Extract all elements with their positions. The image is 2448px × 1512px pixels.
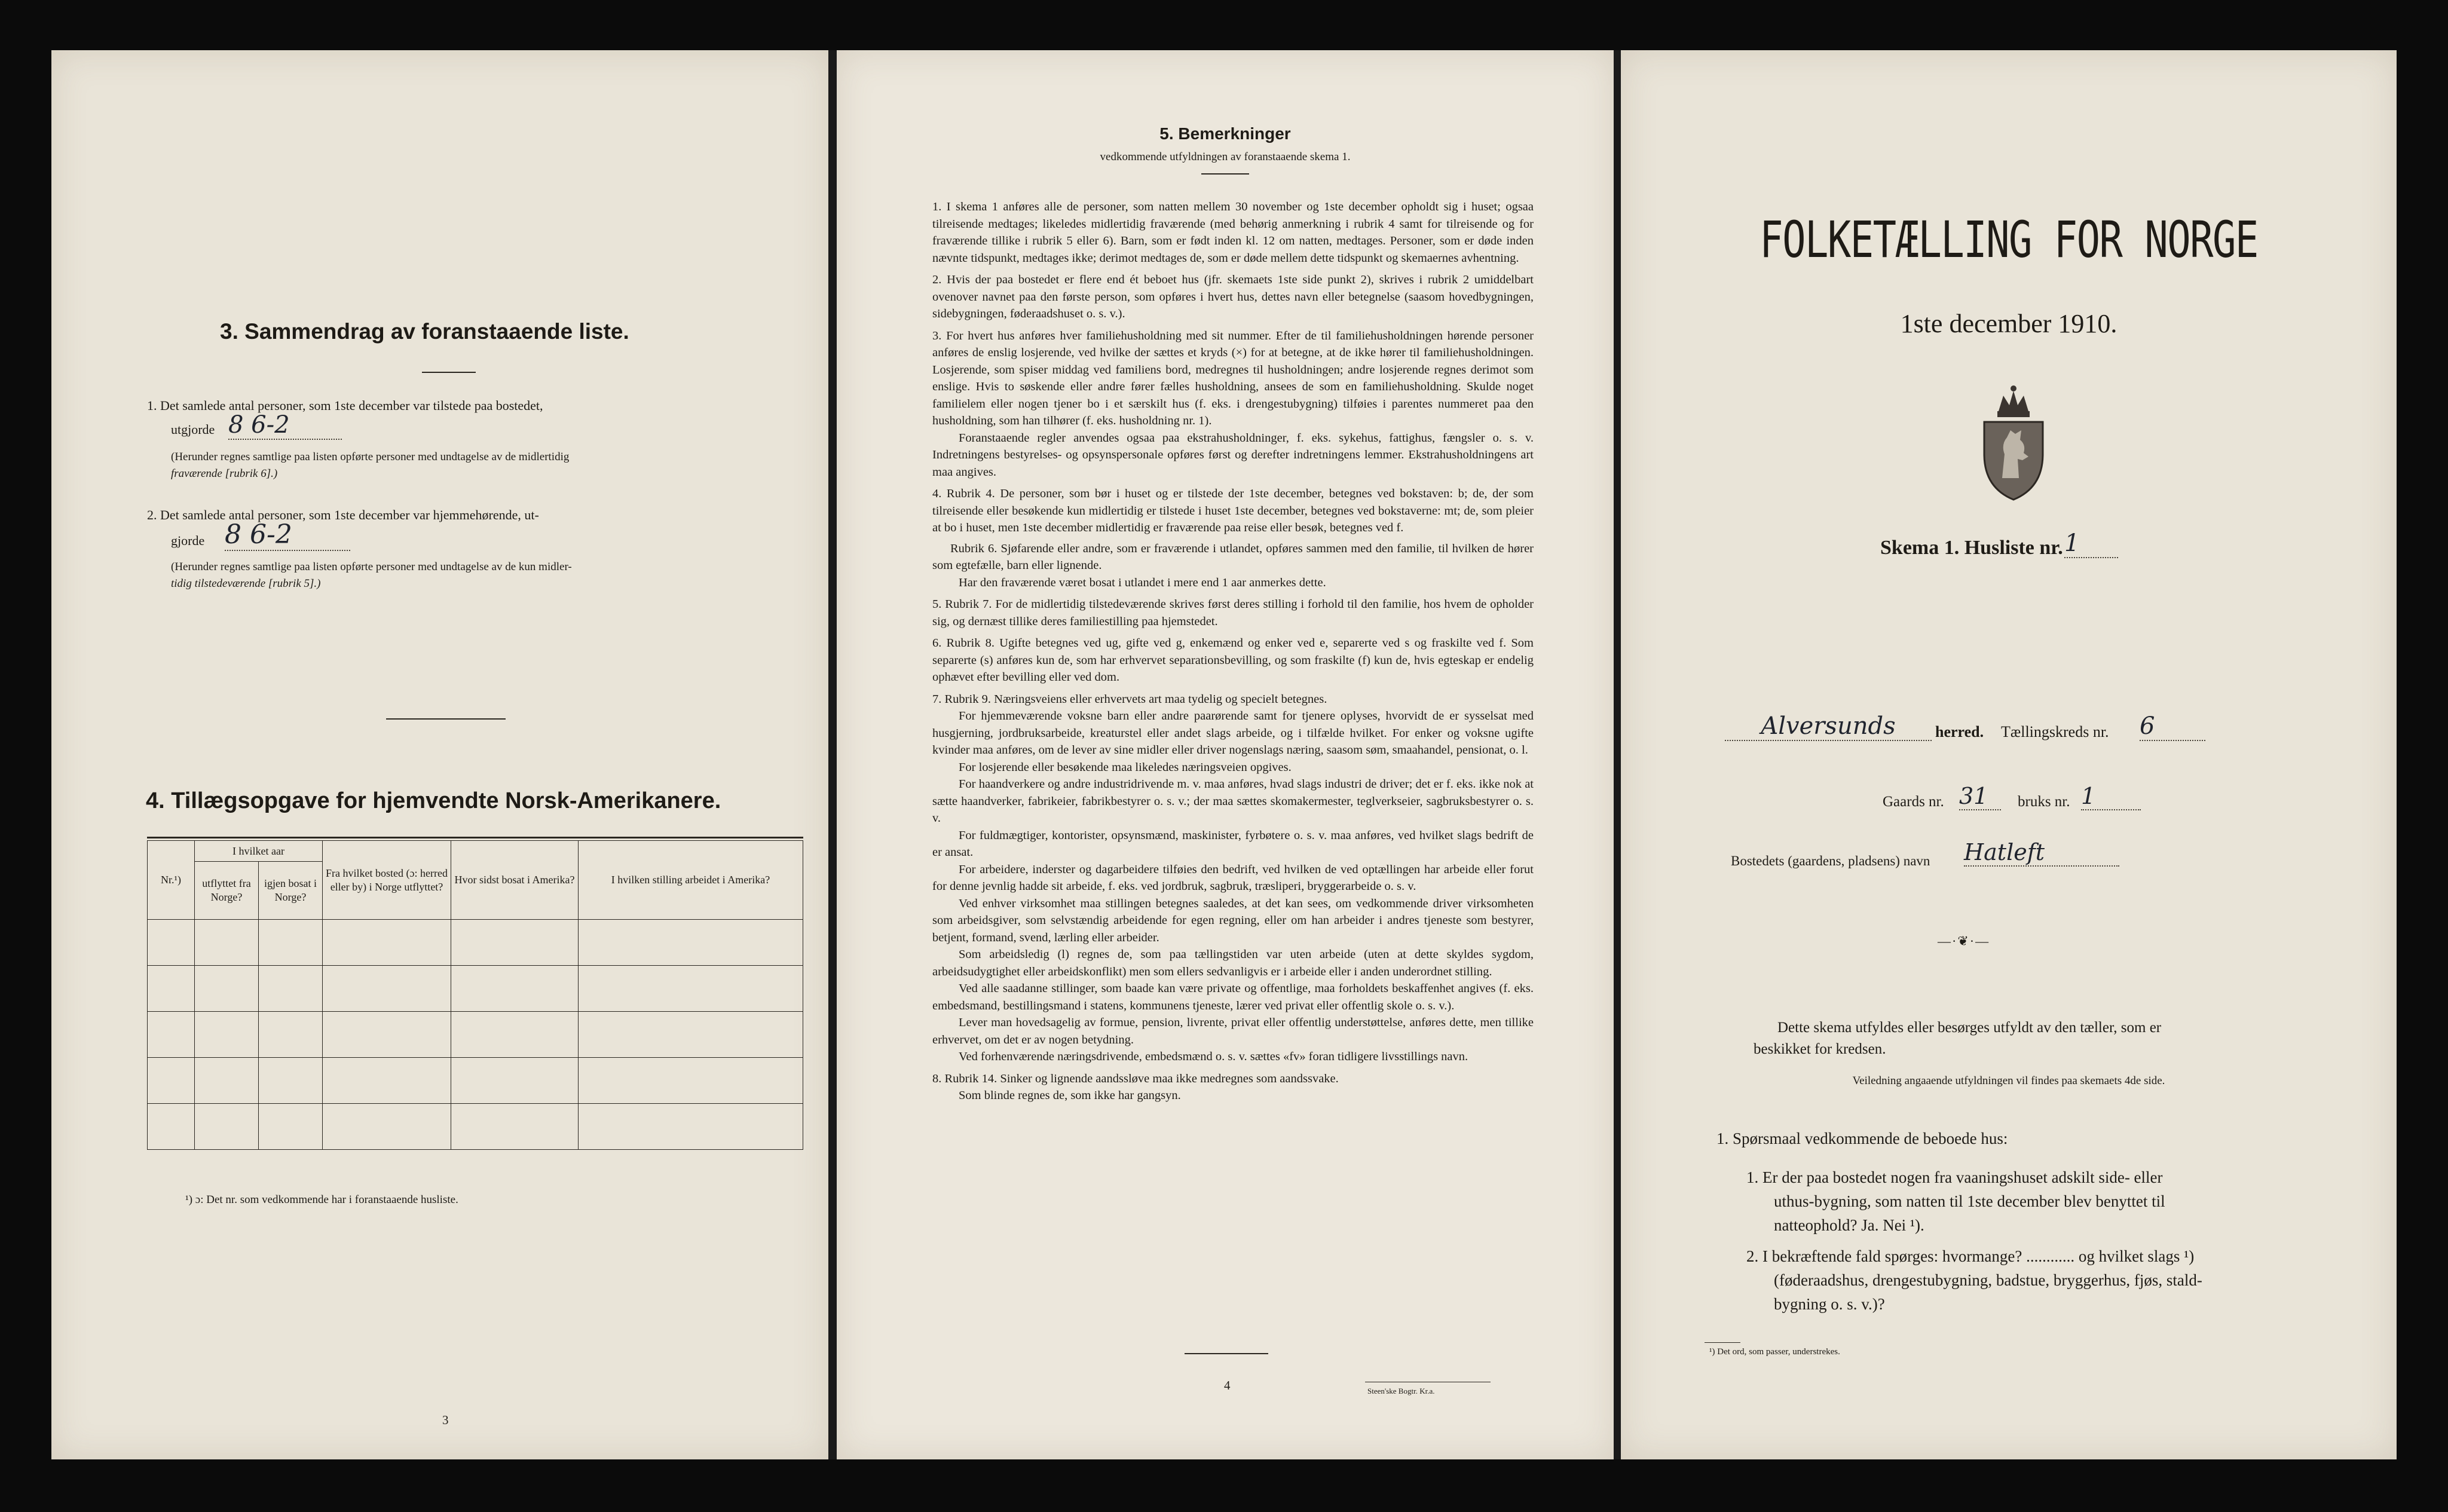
- section3-title: 3. Sammendrag av foranstaaende liste.: [220, 319, 629, 344]
- paragraph: Rubrik 6. Sjøfarende eller andre, som er fraværende i utlandet, opføres sammen med den familie, til hvilken de hører som egtefælle, barn eller lignende.: [932, 541, 1534, 572]
- bemerkninger-subtitle: vedkommende utfyldningen av foranstaaende skema 1.: [1100, 151, 1351, 163]
- page-3: [51, 50, 828, 1459]
- paragraph: 5. Rubrik 7. For de midlertidig tilstedeværende skrives først deres stilling i forhold til den familie, hos hvem de opholder sig, og dernæst tillike deres familiestilling paa hjemstedet.: [932, 598, 1534, 628]
- table-row: [148, 920, 803, 966]
- veiledning-text: Veiledning angaaende utfyldningen vil findes paa skemaets 4de side.: [1852, 1075, 2165, 1087]
- norsk-amerikanere-table: [147, 840, 803, 1150]
- gaards-number[interactable]: 31: [1959, 783, 2001, 810]
- husliste-number[interactable]: 1: [2064, 529, 2118, 558]
- bosted-label: Bostedets (gaardens, pladsens) navn: [1731, 853, 1930, 868]
- paragraph: 6. Rubrik 8. Ugifte betegnes ved ug, gifte ved g, enkemænd og enker ved e, separerte ved s og fraskilte ved f. Som separerte (s) anføres kun de, som har erhvervet separationsbevilling, og som fraskilte (f) kun de, hvis egteskap er endelig ophævet efter bevilling eller ved dom.: [932, 636, 1534, 684]
- paragraph: For losjerende eller besøkende maa likeledes næringsveien opgives.: [959, 760, 1292, 774]
- bosted-name[interactable]: Hatleft: [1964, 839, 2119, 867]
- paragraph: Ved forhenværende næringsdrivende, embedsmænd o. s. v. sættes «fv» foran tidligere livsstillings navn.: [959, 1050, 1468, 1063]
- paragraph: 4. Rubrik 4. De personer, som bør i huset og er tilstede der 1ste december, betegnes ved bokstaven: b; de, der som tilreisende eller besøkende kun midlertidig er tilstede i huset 1ste december, betegnes ved bokstaverne: mt; de, som pleier at bo i huset, men 1ste december midlertidig er fraværende paa reise eller besøk, betegnes ved f.: [932, 487, 1534, 534]
- divider: [1705, 1342, 1740, 1343]
- paragraph: 3. For hvert hus anføres hver familiehusholdning med sit nummer. Efter de til familiehusholdningen hørende personer anføres de enslig losjerende, ved hvilke der sættes et kryds (×) for at betegne, at de ikke hører til familiehusholdningen. Losjerende, som spiser middag ved familiens bord, medregnes til husholdningen; andre losjerende regnes derimot som enslige. Hvis to søskende eller andre fører fælles husholdning, ansees de som en familiehusholdning. Skulde noget familielem eller nogen tjener bo i et særskilt hus (f. eks. i drengestubygning) tilføies i parentes nummeret paa den husholdning, som han tilhører (f. eks. husholdning nr. 1).: [932, 329, 1534, 427]
- page-number: 4: [1224, 1378, 1231, 1392]
- table-top-rule: [147, 837, 803, 838]
- page-4: [837, 50, 1614, 1459]
- bemerkninger-body: [932, 198, 1534, 1104]
- paragraph: For arbeidere, inderster og dagarbeidere tilføies den bedrift, ved hvilken de ved optællingen har arbeide eller forut for denne jevnlig hadde sit arbeide, f. eks. ved jordbruk, sagbruk, træsliperi, bryggerarbeide o. s. v.: [932, 862, 1534, 893]
- item2-note-1: (Herunder regnes samtlige paa listen opførte personer med undtagelse av de kun midler-: [171, 561, 572, 573]
- paragraph: Foranstaaende regler anvendes ogsaa paa ekstrahusholdninger, f. eks. sykehus, fattighus, fængsler o. s. v. Indretningens bestyrelses- og opsynspersonale opføres først og derefter indretningens lemmer. Ekstrahusholdningens art maa angives.: [932, 431, 1534, 479]
- divider: [1185, 1353, 1268, 1354]
- bruks-label: bruks nr.: [2018, 794, 2070, 810]
- census-date: 1ste december 1910.: [1900, 309, 2117, 338]
- paragraph: 8. Rubrik 14. Sinker og lignende aandssløve maa ikke medregnes som aandssvake.: [932, 1072, 1339, 1085]
- herred-name[interactable]: Alversunds: [1725, 712, 1932, 741]
- item1-text: 1. Det samlede antal personer, som 1ste december var tilstede paa bostedet,: [147, 398, 543, 413]
- item2-note-2: tidig tilstedeværende [rubrik 5].): [171, 577, 321, 590]
- ornament: —·❦·—: [1938, 933, 1990, 948]
- printer-imprint: Steen'ske Bogtr. Kr.a.: [1367, 1386, 1435, 1395]
- divider: [1201, 173, 1249, 175]
- item1-value[interactable]: 8 6-2: [228, 411, 342, 440]
- page-1: [1621, 50, 2397, 1459]
- col-sidst-bosat: Hvor sidst bosat i Amerika?: [451, 841, 579, 920]
- paragraph: For fuldmægtiger, kontorister, opsynsmænd, maskinister, fyrbøtere o. s. v. maa anføres, ved hvilket slags bedrift de er ansat.: [932, 828, 1534, 859]
- skema-label: Skema 1. Husliste nr.: [1880, 537, 2063, 559]
- paragraph: 7. Rubrik 9. Næringsveiens eller erhvervets art maa tydelig og specielt betegnes.: [932, 692, 1327, 706]
- kreds-number[interactable]: 6: [2140, 712, 2205, 741]
- bemerkninger-title: 5. Bemerkninger: [1159, 124, 1291, 143]
- col-stilling: I hvilken stilling arbeidet i Amerika?: [579, 841, 803, 920]
- item2-prefix: gjorde: [171, 533, 205, 548]
- census-title: FOLKETÆLLING FOR NORGE: [1760, 210, 2258, 269]
- page-gutter: [828, 50, 837, 1459]
- item2-value[interactable]: 8 6-2: [225, 520, 350, 551]
- paragraph: 2. Hvis der paa bostedet er flere end ét beboet hus (jfr. skemaets 1ste side punkt 2), skrives i rubrik 2 umiddelbart ovenover navnet paa den første person, som opføres i hvert hus, dettes navn eller betegnelse (saasom hovedbygningen, sidebygningen, føderaadshuset o. s. v.).: [932, 273, 1534, 320]
- paragraph: Ved alle saadanne stillinger, som baade kan være private og offentlige, maa forholdets beskaffenhet angives (f. eks. embedsmand, bestillingsmand i statens, kommunens tjeneste, lærer ved privat eller offentlig skole o. s. v.).: [932, 982, 1534, 1012]
- col-nr: Nr.¹): [148, 841, 195, 920]
- col-utflyttet: utflyttet fra Norge?: [195, 862, 259, 920]
- paragraph: For haandverkere og andre industridrivende m. v. maa anføres, hvad slags industri de driver; det er f. eks. ikke nok at sætte haandverker, fabrikeier, fabrikbestyrer o. s. v.; der maa sættes skomakermester, teglverkseier, sagbruksbestyrer o. s. v.: [932, 778, 1534, 825]
- paragraph: Har den fraværende været bosat i utlandet i mere end 1 aar anmerkes dette.: [959, 576, 1326, 589]
- divider: [386, 718, 506, 720]
- item1-prefix: utgjorde: [171, 422, 215, 437]
- question-1: 1. Er der paa bostedet nogen fra vaaningshuset adskilt side- eller uthus-bygning, som natten til 1ste december blev benyttet til natteophold? Ja. Nei ¹).: [1746, 1168, 2165, 1234]
- bruks-number[interactable]: 1: [2081, 783, 2141, 810]
- item1-note-2: fraværende [rubrik 6].): [171, 467, 278, 480]
- item2-text: 2. Det samlede antal personer, som 1ste december var hjemmehørende, ut-: [147, 507, 539, 522]
- page-number: 3: [442, 1413, 449, 1427]
- paragraph: Som arbeidsledig (l) regnes de, som paa tællingstiden var uten arbeide (uten at dette skyldes sygdom, arbeidsudygtighet eller arbeidskonflikt) men som ellers sedvanligvis er i arbeide eller i anden underordnet stilling.: [932, 948, 1534, 978]
- section4-title: 4. Tillægsopgave for hjemvendte Norsk-Amerikanere.: [146, 788, 721, 813]
- paragraph: Som blinde regnes de, som ikke har gangsyn.: [959, 1089, 1181, 1102]
- questions-heading: 1. Spørsmaal vedkommende de beboede hus:: [1716, 1130, 2008, 1147]
- col-fra-bosted: Fra hvilket bosted (ɔ: herred eller by) i Norge utflyttet?: [323, 841, 451, 920]
- col-hvilket-aar: I hvilket aar: [195, 841, 323, 862]
- kreds-label: Tællingskreds nr.: [2001, 723, 2109, 740]
- herred-label: herred.: [1935, 723, 1984, 740]
- norway-coat-of-arms-icon: [1976, 382, 2051, 502]
- col-igjen-bosat: igjen bosat i Norge?: [259, 862, 323, 920]
- paragraph: Ved enhver virksomhet maa stillingen betegnes saaledes, at det kan sees, om vedkommende driver virksomheten som arbeidsgiver, som selvstændig arbeidende for egen regning, eller om han arbeider i andres tjeneste som bestyrer, betjent, formand, svend, lærling eller arbeider.: [932, 896, 1534, 944]
- footnote: ¹) Det ord, som passer, understrekes.: [1709, 1347, 1840, 1357]
- paragraph: For hjemmeværende voksne barn eller andre paarørende samt for tjenere oplyses, hvorvidt de er sysselsat med husgjerning, jordbruksarbeide, kreaturstel eller andet slags arbeide, og i tilfælde hvilket. For enker og voksne ugifte kvinder maa anføres, om de lever av sine midler eller driver nogenslags næring, saasom søm, smaahandel, pensionat, o. l.: [932, 709, 1534, 757]
- paragraph: 1. I skema 1 anføres alle de personer, som natten mellem 30 november og 1ste december opholdt sig i huset; ogsaa tilreisende medtages; likeledes midlertidig fraværende (med behørig anmerkning i rubrik 4 samt for tilreisende og for fraværende tillike i rubrik 5 eller 6). Barn, som er født inden kl. 12 om natten, medtages. Personer, som er døde inden nævnte tidspunkt, medtages ikke; derimot medtages de, som er døde mellem dette tidspunkt og skemaernes avhentning.: [932, 200, 1534, 265]
- table-footnote: ¹) ɔ: Det nr. som vedkommende har i foranstaaende husliste.: [185, 1193, 458, 1206]
- table-row: [148, 1058, 803, 1104]
- question-2: 2. I bekræftende fald spørges: hvormange? ............ og hvilket slags ¹) (føderaadshus, drengestubygning, badstue, bryggerhus, fjøs, stald- bygning o. s. v.)?: [1746, 1247, 2202, 1313]
- divider: [422, 372, 476, 373]
- paragraph: Lever man hovedsagelig av formue, pension, livrente, privat eller offentlig understøttelse, anføres dette, men tillike erhvervet, om det er av nogen betydning.: [932, 1016, 1534, 1046]
- table-row: [148, 1104, 803, 1150]
- table-row: [148, 966, 803, 1012]
- item1-note-1: (Herunder regnes samtlige paa listen opførte personer med undtagelse av de midlertidig: [171, 451, 570, 463]
- gaards-label: Gaards nr.: [1883, 794, 1944, 810]
- table-row: [148, 1012, 803, 1058]
- intro-text: Dette skema utfyldes eller besørges utfyldt av den tæller, som er beskikket for kredsen.: [1754, 1020, 2162, 1057]
